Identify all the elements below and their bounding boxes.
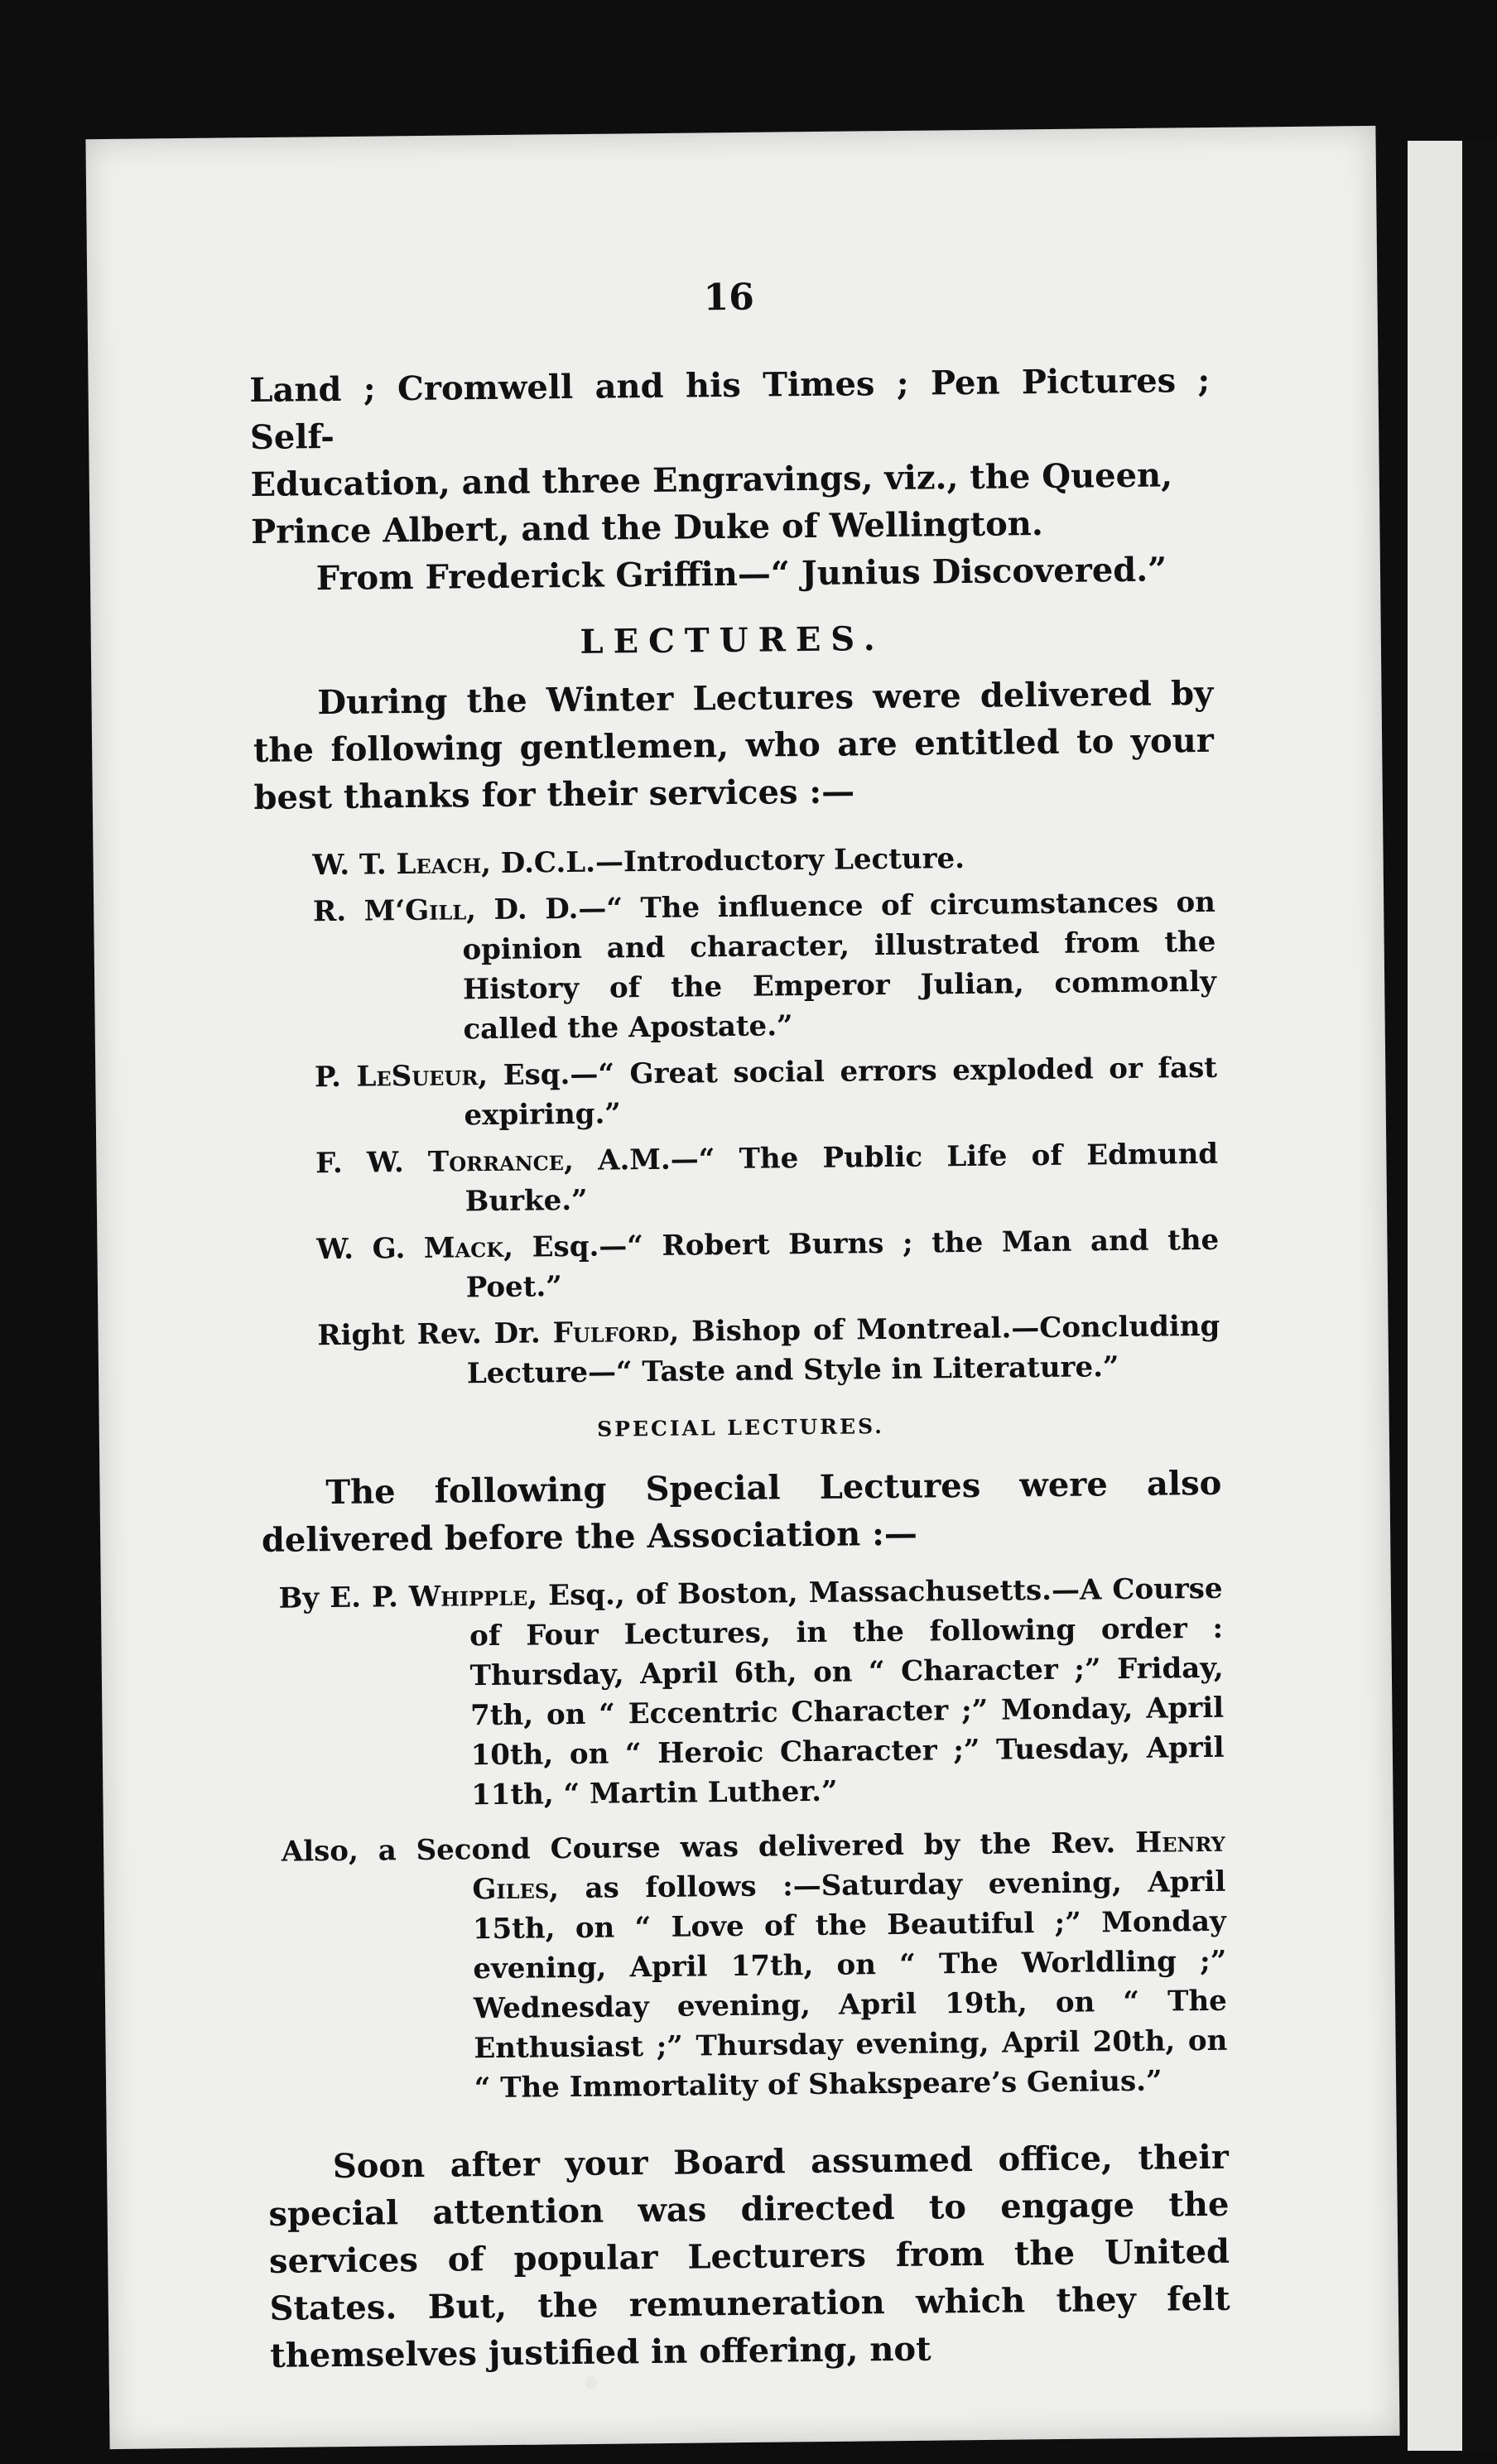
lectures-intro: During the Winter Lectures were delivered by the following gentlemen, who are entitled to your best thanks for their services :— — [253, 673, 1215, 817]
list-item — [257, 1048, 1218, 1138]
lecturer-name: E. P. Whipple — [330, 1579, 528, 1615]
course-prefix: By — [278, 1581, 330, 1615]
paper-speck — [585, 2376, 597, 2389]
page-content — [248, 272, 1230, 2380]
adjacent-page-edge — [1408, 141, 1497, 2451]
lecturer-name: Henry Giles — [472, 1825, 1226, 1907]
lecturer-name: Fulford — [552, 1315, 670, 1350]
special-intro: The following Special Lectures were also delivered before the Association :— — [261, 1463, 1222, 1560]
list-item — [258, 1134, 1219, 1224]
giles-course — [265, 1822, 1228, 2110]
lecturer-prefix: Right Rev. Dr. — [317, 1316, 553, 1353]
whipple-course — [262, 1569, 1225, 1817]
intro-line-2: Education, and three Engravings, viz., the Queen, — [250, 455, 1173, 504]
list-item — [258, 1220, 1220, 1310]
lecture-title: , Esq.—“ Great social errors exploded or fast expiring.” — [464, 1051, 1218, 1133]
lecture-title: , A.M.—“ The Public Life of Edmund Burke.” — [465, 1137, 1219, 1219]
lecture-title: , Esq.—“ Robert Burns ; the Man and the Poet.” — [465, 1223, 1220, 1305]
page-number: 16 — [703, 276, 755, 320]
course-text: , Esq., of Boston, Massachusetts.—A Course of Four Lectures, in the following order : Thursday, April 6th, on “ Character ;” Friday, 7th, on “ Eccentric Character ;” Monday, April 10th, on “ Heroic Character ;” Tuesday, April 11th, “ Martin Luther.” — [469, 1571, 1225, 1812]
lecturer-name: R. M‘Gill — [312, 893, 467, 929]
lectures-heading: LECTURES. — [580, 618, 885, 662]
lecturer-name: W. G. Mack — [316, 1230, 504, 1267]
closing-paragraph: Soon after your Board assumed office, their special attention was directed to engage the services of popular Lecturers from the United States. But, the remuneration which they felt themselves justified in offering, not — [268, 2137, 1230, 2375]
lecture-title: , D. D.—“ The influence of circumstances on opinion and character, illustrated from the History of the Emperor Julian, commonly called the Apostate.” — [462, 885, 1217, 1047]
lecturer-list — [254, 836, 1220, 1396]
lecturer-name: F. W. Torrance — [315, 1144, 565, 1181]
list-item — [255, 883, 1217, 1052]
intro-paragraph — [249, 357, 1211, 556]
list-item — [254, 836, 1215, 886]
griffin-line: From Frederick Griffin—“ Junius Discovered.” — [315, 550, 1167, 599]
special-lectures-heading: SPECIAL LECTURES. — [596, 1414, 885, 1441]
lecturer-name: W. T. Leach — [312, 847, 482, 883]
intro-line-3: Prince Albert, and the Duke of Wellington. — [250, 503, 1043, 551]
lecture-title: , D.C.L.—Introductory Lecture. — [480, 841, 965, 881]
intro-line-1: Land ; Cromwell and his Times ; Pen Pictures ; Self- — [249, 360, 1211, 457]
lecturer-name: P. LeSueur — [314, 1059, 479, 1095]
course-prefix: Also, a Second Course was delivered by the Rev. — [281, 1826, 1136, 1869]
lecture-title: , Bishop of Montreal.—Concluding Lecture—“ Taste and Style in Literature.” — [466, 1309, 1220, 1391]
list-item — [259, 1307, 1220, 1396]
course-text: , as follows :—Saturday evening, April 15th, on “ Love of the Beautiful ;” Monday evening, April 17th, on “ The Worldling ;” Wednesday evening, April 19th, on “ The Enthusiast ;” Thursday evening, April 20th, on “ The Immortality of Shakspeare’s Genius.” — [472, 1865, 1228, 2105]
